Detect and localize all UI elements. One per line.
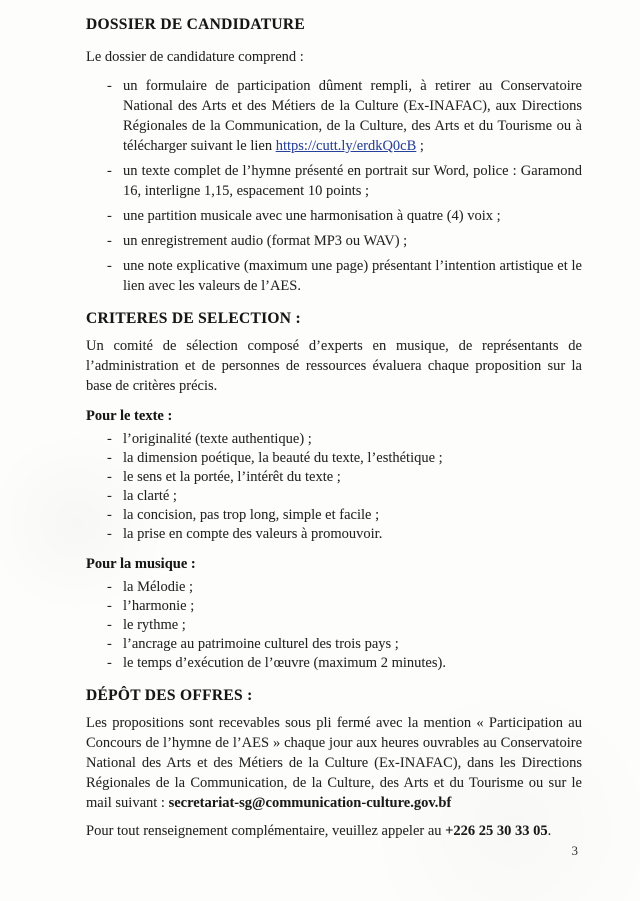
- list-item: - un enregistrement audio (format MP3 ou WAV) ;: [86, 231, 582, 251]
- download-form-link[interactable]: https://cutt.ly/erdkQ0cB: [275, 138, 417, 154]
- criteres-intro: Un comité de sélection composé d’experts en musique, de représentants de l’administration et de personnes de ressources évaluera chaque proposition sur la base de critères précis.: [86, 338, 582, 394]
- contact-email: secretariat-sg@communication-culture.gov.bf: [168, 795, 452, 811]
- list-item: - l’originalité (texte authentique) ;: [86, 430, 582, 449]
- list-item: - une partition musicale avec une harmonisation à quatre (4) voix ;: [86, 206, 582, 226]
- dossier-item-suffix: ;: [416, 138, 424, 154]
- criteres-texte-heading: Pour le texte :: [86, 408, 173, 424]
- depot-body-text: Les propositions sont recevables sous pli fermé avec la mention « Participation au Concours de l’hymne de l’AES » chaque jour aux heures ouvrables au Conservatoire National des Arts et des Métiers de la Culture (Ex-INAFAC), dans les Directions Régionales de la Communication, de la Culture, des Arts et du Tourisme ou sur le mail suivant :: [86, 715, 582, 811]
- list-item: - la dimension poétique, la beauté du texte, l’esthétique ;: [86, 449, 582, 468]
- contact-text: Pour tout renseignement complémentaire, veuillez appeler au: [86, 823, 446, 839]
- list-item: - l’harmonie ;: [86, 597, 582, 616]
- dossier-intro: Le dossier de candidature comprend :: [86, 49, 304, 65]
- list-item: - l’ancrage au patrimoine culturel des trois pays ;: [86, 635, 582, 654]
- contact-line: [86, 821, 582, 841]
- criteres-texte-list: [86, 430, 582, 544]
- list-item: - la clarté ;: [86, 487, 582, 506]
- dossier-requirements-list: [86, 76, 582, 296]
- list-item: - une note explicative (maximum une page) présentant l’intention artistique et le lien avec les valeurs de l’AES.: [86, 256, 582, 296]
- dossier-section-title: DOSSIER DE CANDIDATURE: [86, 16, 306, 33]
- contact-text-suffix: .: [547, 823, 552, 839]
- list-item: - le rythme ;: [86, 616, 582, 635]
- dossier-item-text: un formulaire de participation dûment rempli, à retirer au Conservatoire National des Arts et des Métiers de la Culture (Ex-INAFAC), aux Directions Régionales de la Communication, de la Culture, des Arts et du Tourisme ou à télécharger suivant le lien: [123, 78, 582, 154]
- contact-phone: +226 25 30 33 05: [445, 823, 548, 839]
- list-item: - la concision, pas trop long, simple et facile ;: [86, 506, 582, 525]
- criteres-musique-list: [86, 578, 582, 673]
- depot-paragraph: [86, 713, 582, 813]
- criteres-musique-heading: Pour la musique :: [86, 556, 196, 572]
- criteres-section-title: CRITERES DE SELECTION :: [86, 310, 301, 327]
- list-item: - le temps d’exécution de l’œuvre (maximum 2 minutes).: [86, 654, 582, 673]
- page-number: 3: [571, 843, 578, 858]
- list-item: [86, 76, 582, 156]
- list-item: - le sens et la portée, l’intérêt du texte ;: [86, 468, 582, 487]
- depot-section-title: DÉPÔT DES OFFRES :: [86, 687, 253, 704]
- list-item: - la prise en compte des valeurs à promouvoir.: [86, 525, 582, 544]
- list-item: - un texte complet de l’hymne présenté en portrait sur Word, police : Garamond 16, interligne 1,15, espacement 10 points ;: [86, 161, 582, 201]
- list-item: - la Mélodie ;: [86, 578, 582, 597]
